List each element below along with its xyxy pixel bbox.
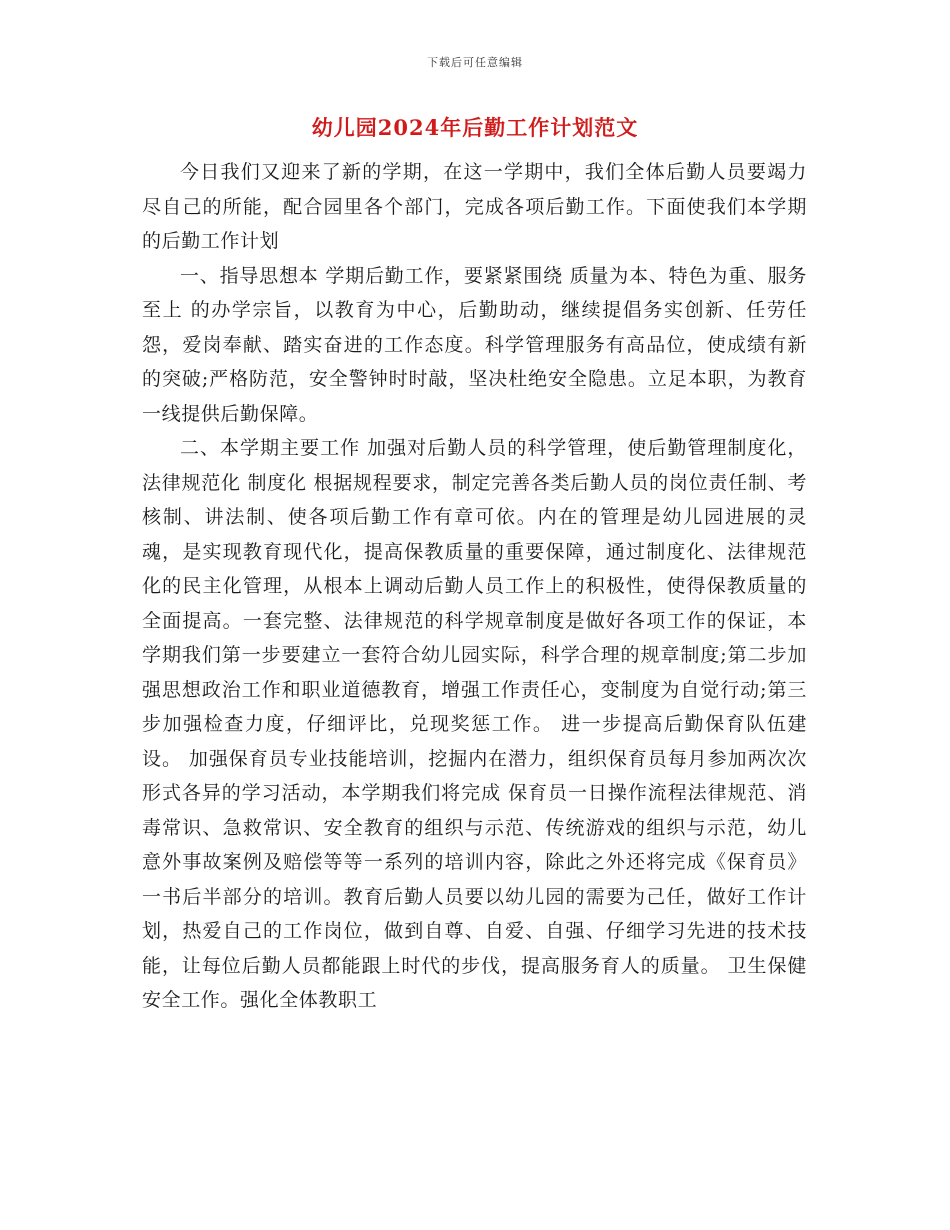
- document-body: [142, 155, 807, 1018]
- document-title: 幼儿园2024年后勤工作计划范文: [311, 115, 639, 140]
- paragraph-intro: 今日我们又迎来了新的学期，在这一学期中，我们全体后勤人员要竭力尽自己的所能，配合园里各个部门，完成各项后勤工作。下面使我们本学期的后勤工作计划: [142, 161, 807, 252]
- header-note: 下载后可任意编辑: [427, 56, 523, 69]
- paragraph-guiding-ideology: 一、指导思想本 学期后勤工作，要紧紧围绕 质量为本、特色为重、服务至上 的办学宗旨，以教育为中心，后勤助动，继续提倡务实创新、任劳任怨，爱岗奉献、踏实奋进的工作态度。科学管理服务有高品位，使成绩有新的突破;严格防范，安全警钟时时敲，坚决杜绝安全隐患。立足本职，为教育一线提供后勤保障。: [142, 264, 807, 425]
- paragraph-main-work: 二、本学期主要工作 加强对后勤人员的科学管理，使后勤管理制度化，法律规范化 制度化 根据规程要求，制定完善各类后勤人员的岗位责任制、考核制、讲法制、使各项后勤工作有章可依。内在的管理是幼儿园进展的灵魂，是实现教育现代化，提高保教质量的重要保障，通过制度化、法律规范化的民主化管理，从根本上调动后勤人员工作上的积极性，使得保教质量的全面提高。一套完整、法律规范的科学规章制度是做好各项工作的保证，本学期我们第一步要建立一套符合幼儿园实际，科学合理的规章制度;第二步加强思想政治工作和职业道德教育，增强工作责任心，变制度为自觉行动;第三步加强检查力度，仔细评比，兑现奖惩工作。 进一步提高后勤保育队伍建设。 加强保育员专业技能培训，挖掘内在潜力，组织保育员每月参加两次次形式各异的学习活动，本学期我们将完成 保育员一日操作流程法律规范、消毒常识、急救常识、安全教育的组织与示范、传统游戏的组织与示范，幼儿意外事故案例及赔偿等等一系列的培训内容，除此之外还将完成《保育员》一书后半部分的培训。教育后勤人员要以幼儿园的需要为己任，做好工作计划，热爱自己的工作岗位，做到自尊、自爱、自强、仔细学习先进的技术技能，让每位后勤人员都能跟上时代的步伐，提高服务育人的质量。 卫生保健安全工作。强化全体教职工: [142, 437, 807, 1011]
